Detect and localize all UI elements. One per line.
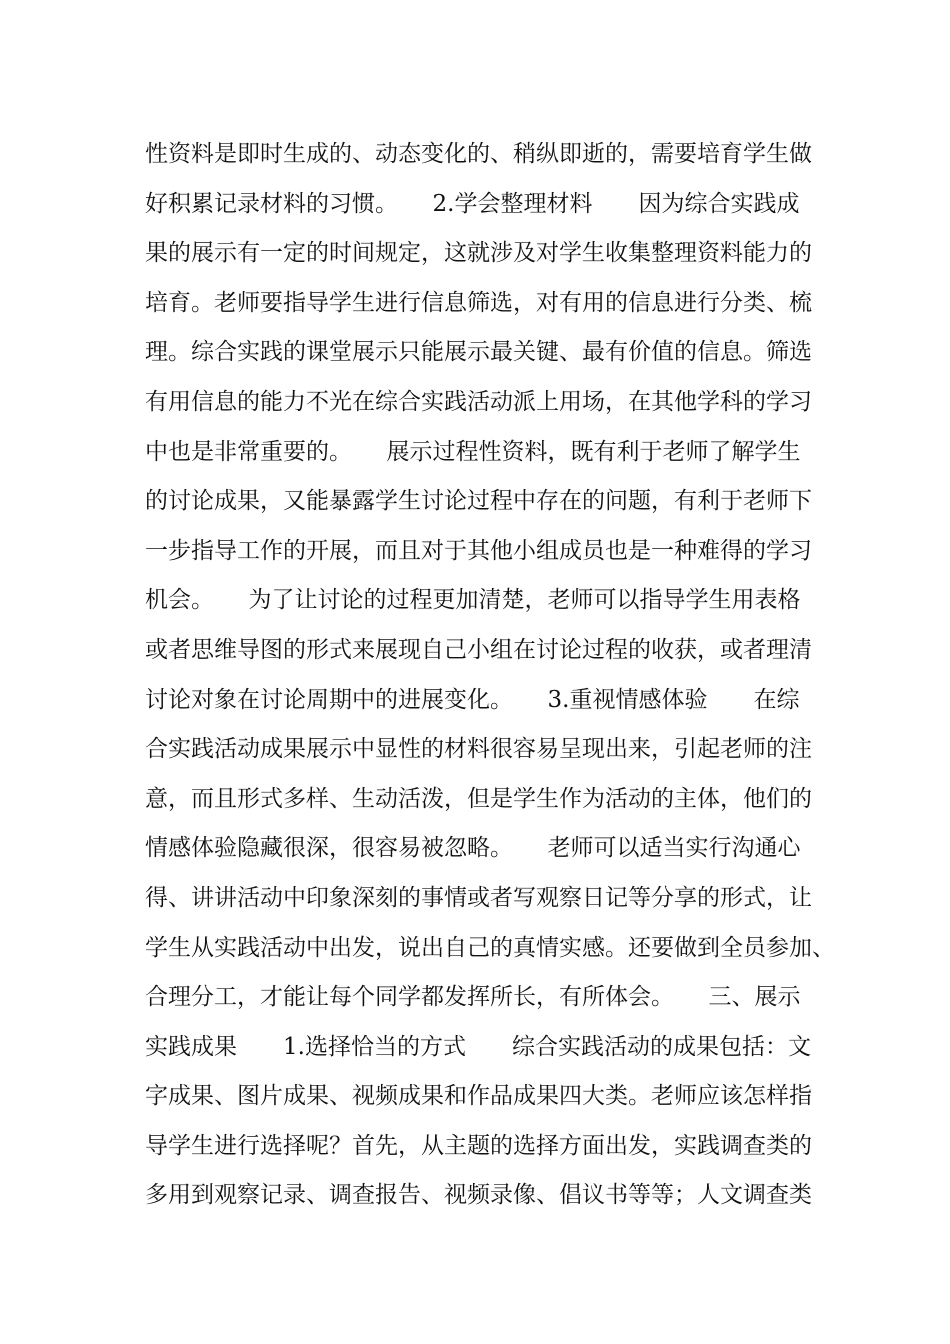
text-line: 多用到观察记录、调查报告、视频录像、倡议书等等；人文调查类 [145, 1182, 812, 1209]
text-line: 一步指导工作的开展，而且对于其他小组成员也是一种难得的学习 [145, 537, 812, 564]
text-line: 培育。老师要指导学生进行信息筛选，对有用的信息进行分类、梳 [145, 289, 812, 316]
text-line: 或者思维导图的形式来展现自己小组在讨论过程的收获，或者理清 [145, 636, 812, 663]
text-line: 情感体验隐藏很深，很容易被忽略。 老师可以适当实行沟通心 [145, 835, 801, 862]
text-line: 合理分工，才能让每个同学都发挥所长，有所体会。 三、展示 [145, 984, 801, 1011]
text-line: 意，而且形式多样、生动活泼，但是学生作为活动的主体，他们的 [145, 785, 812, 812]
text-line: 好积累记录材料的习惯。 2.学会整理材料 因为综合实践成 [145, 190, 800, 217]
text-line: 机会。 为了让讨论的过程更加清楚，老师可以指导学生用表格 [145, 587, 801, 614]
text-line: 理。综合实践的课堂展示只能展示最关键、最有价值的信息。筛选 [145, 339, 812, 366]
text-line: 学生从实践活动中出发，说出自己的真情实感。还要做到全员参加、 [145, 934, 835, 961]
text-line: 字成果、图片成果、视频成果和作品成果四大类。老师应该怎样指 [145, 1083, 812, 1110]
body-text [145, 130, 845, 1221]
text-line: 的讨论成果，又能暴露学生讨论过程中存在的问题，有利于老师下 [145, 488, 812, 515]
text-line: 中也是非常重要的。 展示过程性资料，既有利于老师了解学生 [145, 438, 801, 465]
text-line: 合实践活动成果展示中显性的材料很容易呈现出来，引起老师的注 [145, 736, 812, 763]
text-line: 有用信息的能力不光在综合实践活动派上用场，在其他学科的学习 [145, 388, 812, 415]
text-line: 得、讲讲活动中印象深刻的事情或者写观察日记等分享的形式，让 [145, 884, 812, 911]
text-line: 导学生进行选择呢？首先，从主题的选择方面出发，实践调查类的 [145, 1132, 812, 1159]
text-line: 讨论对象在讨论周期中的进展变化。 3.重视情感体验 在综 [145, 686, 800, 713]
text-line: 性资料是即时生成的、动态变化的、稍纵即逝的，需要培育学生做 [145, 141, 812, 167]
text-line: 果的展示有一定的时间规定，这就涉及对学生收集整理资料能力的 [145, 240, 812, 267]
text-line: 实践成果 1.选择恰当的方式 综合实践活动的成果包括：文 [145, 1033, 811, 1060]
